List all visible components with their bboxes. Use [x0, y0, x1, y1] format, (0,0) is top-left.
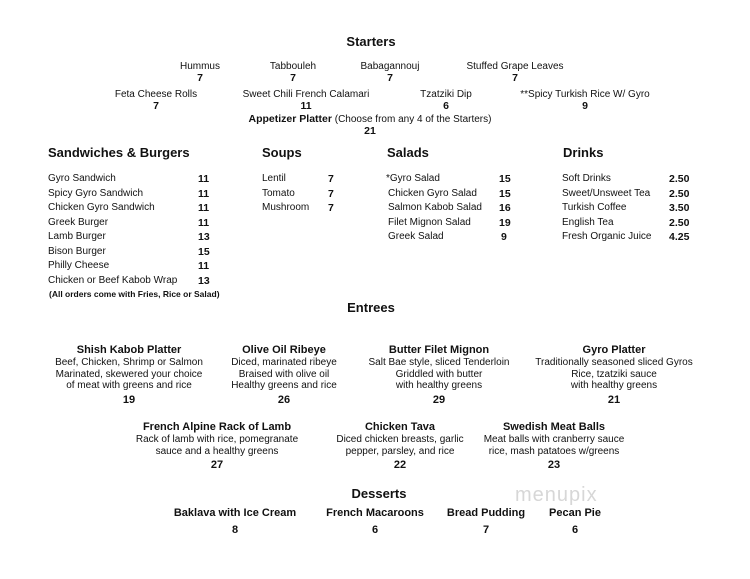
- entree-price: 19: [122, 393, 136, 406]
- starter-price: 7: [153, 100, 159, 112]
- entree-name: French Alpine Rack of Lamb: [142, 421, 292, 433]
- salads-list: [386, 173, 516, 253]
- dessert-item: [536, 507, 614, 537]
- starter-price: 7: [512, 72, 518, 84]
- starter-item: [500, 89, 670, 112]
- drinks-list: [562, 173, 697, 253]
- starter-price: 11: [300, 100, 312, 112]
- drinks-heading: Drinks: [563, 145, 604, 160]
- entree-desc-line: Rack of lamb with rice, pomegranate: [135, 434, 299, 445]
- dessert-name: Bread Pudding: [446, 507, 526, 519]
- starter-name: Tabbouleh: [269, 61, 317, 72]
- soups-list: [262, 173, 342, 223]
- menu-item-price: 13: [198, 274, 210, 287]
- entree-desc-line: Braised with olive oil: [238, 368, 330, 380]
- entree-item: [524, 344, 704, 406]
- menu-item-name: Salmon Kabob Salad: [388, 202, 482, 213]
- menu-item-name: Bison Burger: [48, 245, 106, 257]
- menu-item-price: 2.50: [669, 187, 690, 200]
- entree-name: Shish Kabob Platter: [76, 344, 182, 356]
- starter-price: 9: [582, 100, 588, 112]
- entree-name: Butter Filet Mignon: [388, 344, 490, 356]
- sandwiches-note: (All orders come with Fries, Rice or Salad): [49, 289, 220, 299]
- menu-item-name: Tomato: [262, 187, 295, 199]
- entree-item: [122, 421, 312, 472]
- appetizer-platter: [200, 113, 540, 137]
- entree-item: [354, 344, 524, 406]
- menu-item-name: Greek Salad: [388, 231, 444, 242]
- entree-desc-line: sauce and a healthy greens: [155, 445, 279, 457]
- entree-price: 21: [607, 393, 621, 406]
- menu-item-price: 2.50: [669, 173, 690, 185]
- salads-heading: Salads: [387, 145, 429, 160]
- entree-name: Swedish Meat Balls: [502, 421, 606, 433]
- menu-item-name: Chicken Gyro Salad: [388, 187, 477, 199]
- menu-item-name: Chicken Gyro Sandwich: [48, 202, 155, 213]
- menu-item-price: 11: [198, 173, 210, 185]
- dessert-item: [438, 507, 534, 537]
- menu-item-name: Sweet/Unsweet Tea: [562, 187, 651, 199]
- starter-name: **Spicy Turkish Rice W/ Gyro: [520, 89, 650, 100]
- dessert-name: Pecan Pie: [549, 507, 601, 519]
- entrees-heading: Entrees: [347, 300, 395, 315]
- menu-item-name: Soft Drinks: [562, 173, 611, 184]
- starters-heading: Starters: [346, 34, 396, 49]
- entree-desc-line: pepper, parsley, and rice: [345, 445, 455, 457]
- starter-item: [396, 89, 496, 112]
- sandwiches-list: [48, 173, 218, 293]
- dessert-name: Baklava with Ice Cream: [173, 507, 297, 519]
- menu-item-price: 19: [499, 216, 511, 229]
- starter-name: Tzatziki Dip: [420, 89, 472, 100]
- entree-desc-line: Meat balls with cranberry sauce: [483, 434, 625, 445]
- appetizer-platter-price: 21: [364, 125, 376, 137]
- starter-item: [243, 61, 343, 84]
- starter-item: [340, 61, 440, 84]
- entree-desc-line: Beef, Chicken, Shrimp or Salmon: [55, 357, 203, 368]
- menu-item-price: 2.50: [669, 216, 690, 229]
- menu-item-price: 15: [499, 173, 511, 185]
- entree-price: 26: [277, 393, 291, 406]
- entree-desc-line: Diced, marinated ribeye: [231, 357, 337, 368]
- soups-heading: Soups: [262, 145, 302, 160]
- menu-item-price: 16: [499, 202, 511, 214]
- menu-item-price: 3.50: [669, 202, 690, 214]
- sandwiches-heading: Sandwiches & Burgers: [48, 145, 190, 160]
- entree-desc-line: rice, mash patatoes w/greens: [488, 445, 620, 457]
- entree-desc-line: Diced chicken breasts, garlic: [336, 434, 464, 445]
- entree-price: 23: [547, 459, 561, 471]
- entree-name: Olive Oil Ribeye: [242, 344, 326, 356]
- entree-price: 22: [393, 459, 407, 471]
- entree-name: Gyro Platter: [582, 344, 646, 356]
- entree-desc-line: Rice, tzatziki sauce: [571, 368, 657, 380]
- entree-desc-line: Salt Bae style, sliced Tenderloin: [368, 357, 510, 368]
- starter-name: Stuffed Grape Leaves: [466, 61, 564, 72]
- entree-desc-line: Griddled with butter: [395, 368, 483, 380]
- starter-price: 7: [197, 72, 203, 84]
- appetizer-platter-note: (Choose from any 4 of the Starters): [334, 114, 492, 125]
- entree-desc-line: of meat with greens and rice: [66, 380, 192, 391]
- menu-item-name: Lamb Burger: [48, 231, 106, 242]
- dessert-item: [160, 507, 310, 537]
- menu-item-name: Chicken or Beef Kabob Wrap: [48, 274, 178, 286]
- starter-name: Hummus: [179, 61, 220, 72]
- menu-item-price: 9: [501, 231, 507, 243]
- menu-item-price: 7: [328, 173, 334, 185]
- entree-item: [44, 344, 214, 406]
- menu-item-price: 11: [198, 202, 210, 214]
- entree-desc-line: Marinated, skewered your choice: [55, 368, 203, 380]
- dessert-price: 6: [371, 524, 379, 536]
- menu-item-name: Mushroom: [262, 202, 310, 213]
- menu-item-price: 7: [328, 187, 334, 200]
- menu-item-name: English Tea: [562, 216, 614, 228]
- menu-item-name: Lentil: [262, 173, 286, 184]
- menu-item-price: 7: [328, 202, 334, 214]
- menu-item-name: Fresh Organic Juice: [562, 231, 652, 242]
- menu-item-price: 4.25: [669, 231, 690, 243]
- dessert-price: 8: [231, 524, 239, 536]
- entree-name: Chicken Tava: [364, 421, 436, 433]
- menu-item-name: Philly Cheese: [48, 260, 110, 271]
- entree-desc-line: with healthy greens: [395, 380, 483, 391]
- menu-item-name: Filet Mignon Salad: [388, 216, 471, 228]
- starter-price: 7: [387, 72, 393, 84]
- dessert-price: 7: [482, 524, 490, 536]
- starter-item: [226, 89, 386, 112]
- starter-price: 7: [290, 72, 296, 84]
- dessert-name: French Macaroons: [326, 507, 424, 519]
- starter-name: Sweet Chili French Calamari: [242, 89, 370, 100]
- menu-item-name: Gyro Sandwich: [48, 173, 116, 184]
- entree-desc-line: with healthy greens: [570, 380, 658, 391]
- menu-item-price: 15: [198, 245, 210, 258]
- entree-item: [472, 421, 636, 472]
- entree-desc-line: Healthy greens and rice: [231, 380, 337, 391]
- menupix-watermark: menupix: [515, 484, 598, 506]
- starter-item: [448, 61, 582, 84]
- menu-item-price: 11: [198, 187, 210, 200]
- starter-name: Feta Cheese Rolls: [114, 89, 198, 100]
- menu-item-name: Greek Burger: [48, 216, 109, 228]
- starter-item: [160, 61, 240, 84]
- starter-name: Babagannouj: [360, 61, 420, 72]
- menu-item-price: 11: [198, 216, 210, 229]
- entree-desc-line: Traditionally seasoned sliced Gyros: [535, 357, 693, 368]
- entree-price: 29: [432, 393, 446, 406]
- entree-item: [214, 344, 354, 406]
- menu-item-price: 11: [198, 260, 210, 272]
- starter-item: [96, 89, 216, 112]
- menu-item-name: Turkish Coffee: [562, 202, 627, 213]
- desserts-heading: Desserts: [351, 486, 407, 501]
- menu-item-name: Spicy Gyro Sandwich: [48, 187, 144, 199]
- dessert-item: [312, 507, 438, 537]
- starter-price: 6: [443, 100, 449, 112]
- appetizer-platter-name: Appetizer Platter: [248, 113, 332, 125]
- entree-price: 27: [210, 459, 224, 471]
- menu-item-price: 15: [499, 187, 511, 200]
- dessert-price: 6: [571, 524, 579, 536]
- entree-item: [320, 421, 480, 472]
- menu-item-price: 13: [198, 231, 210, 243]
- menu-item-name: *Gyro Salad: [386, 173, 440, 184]
